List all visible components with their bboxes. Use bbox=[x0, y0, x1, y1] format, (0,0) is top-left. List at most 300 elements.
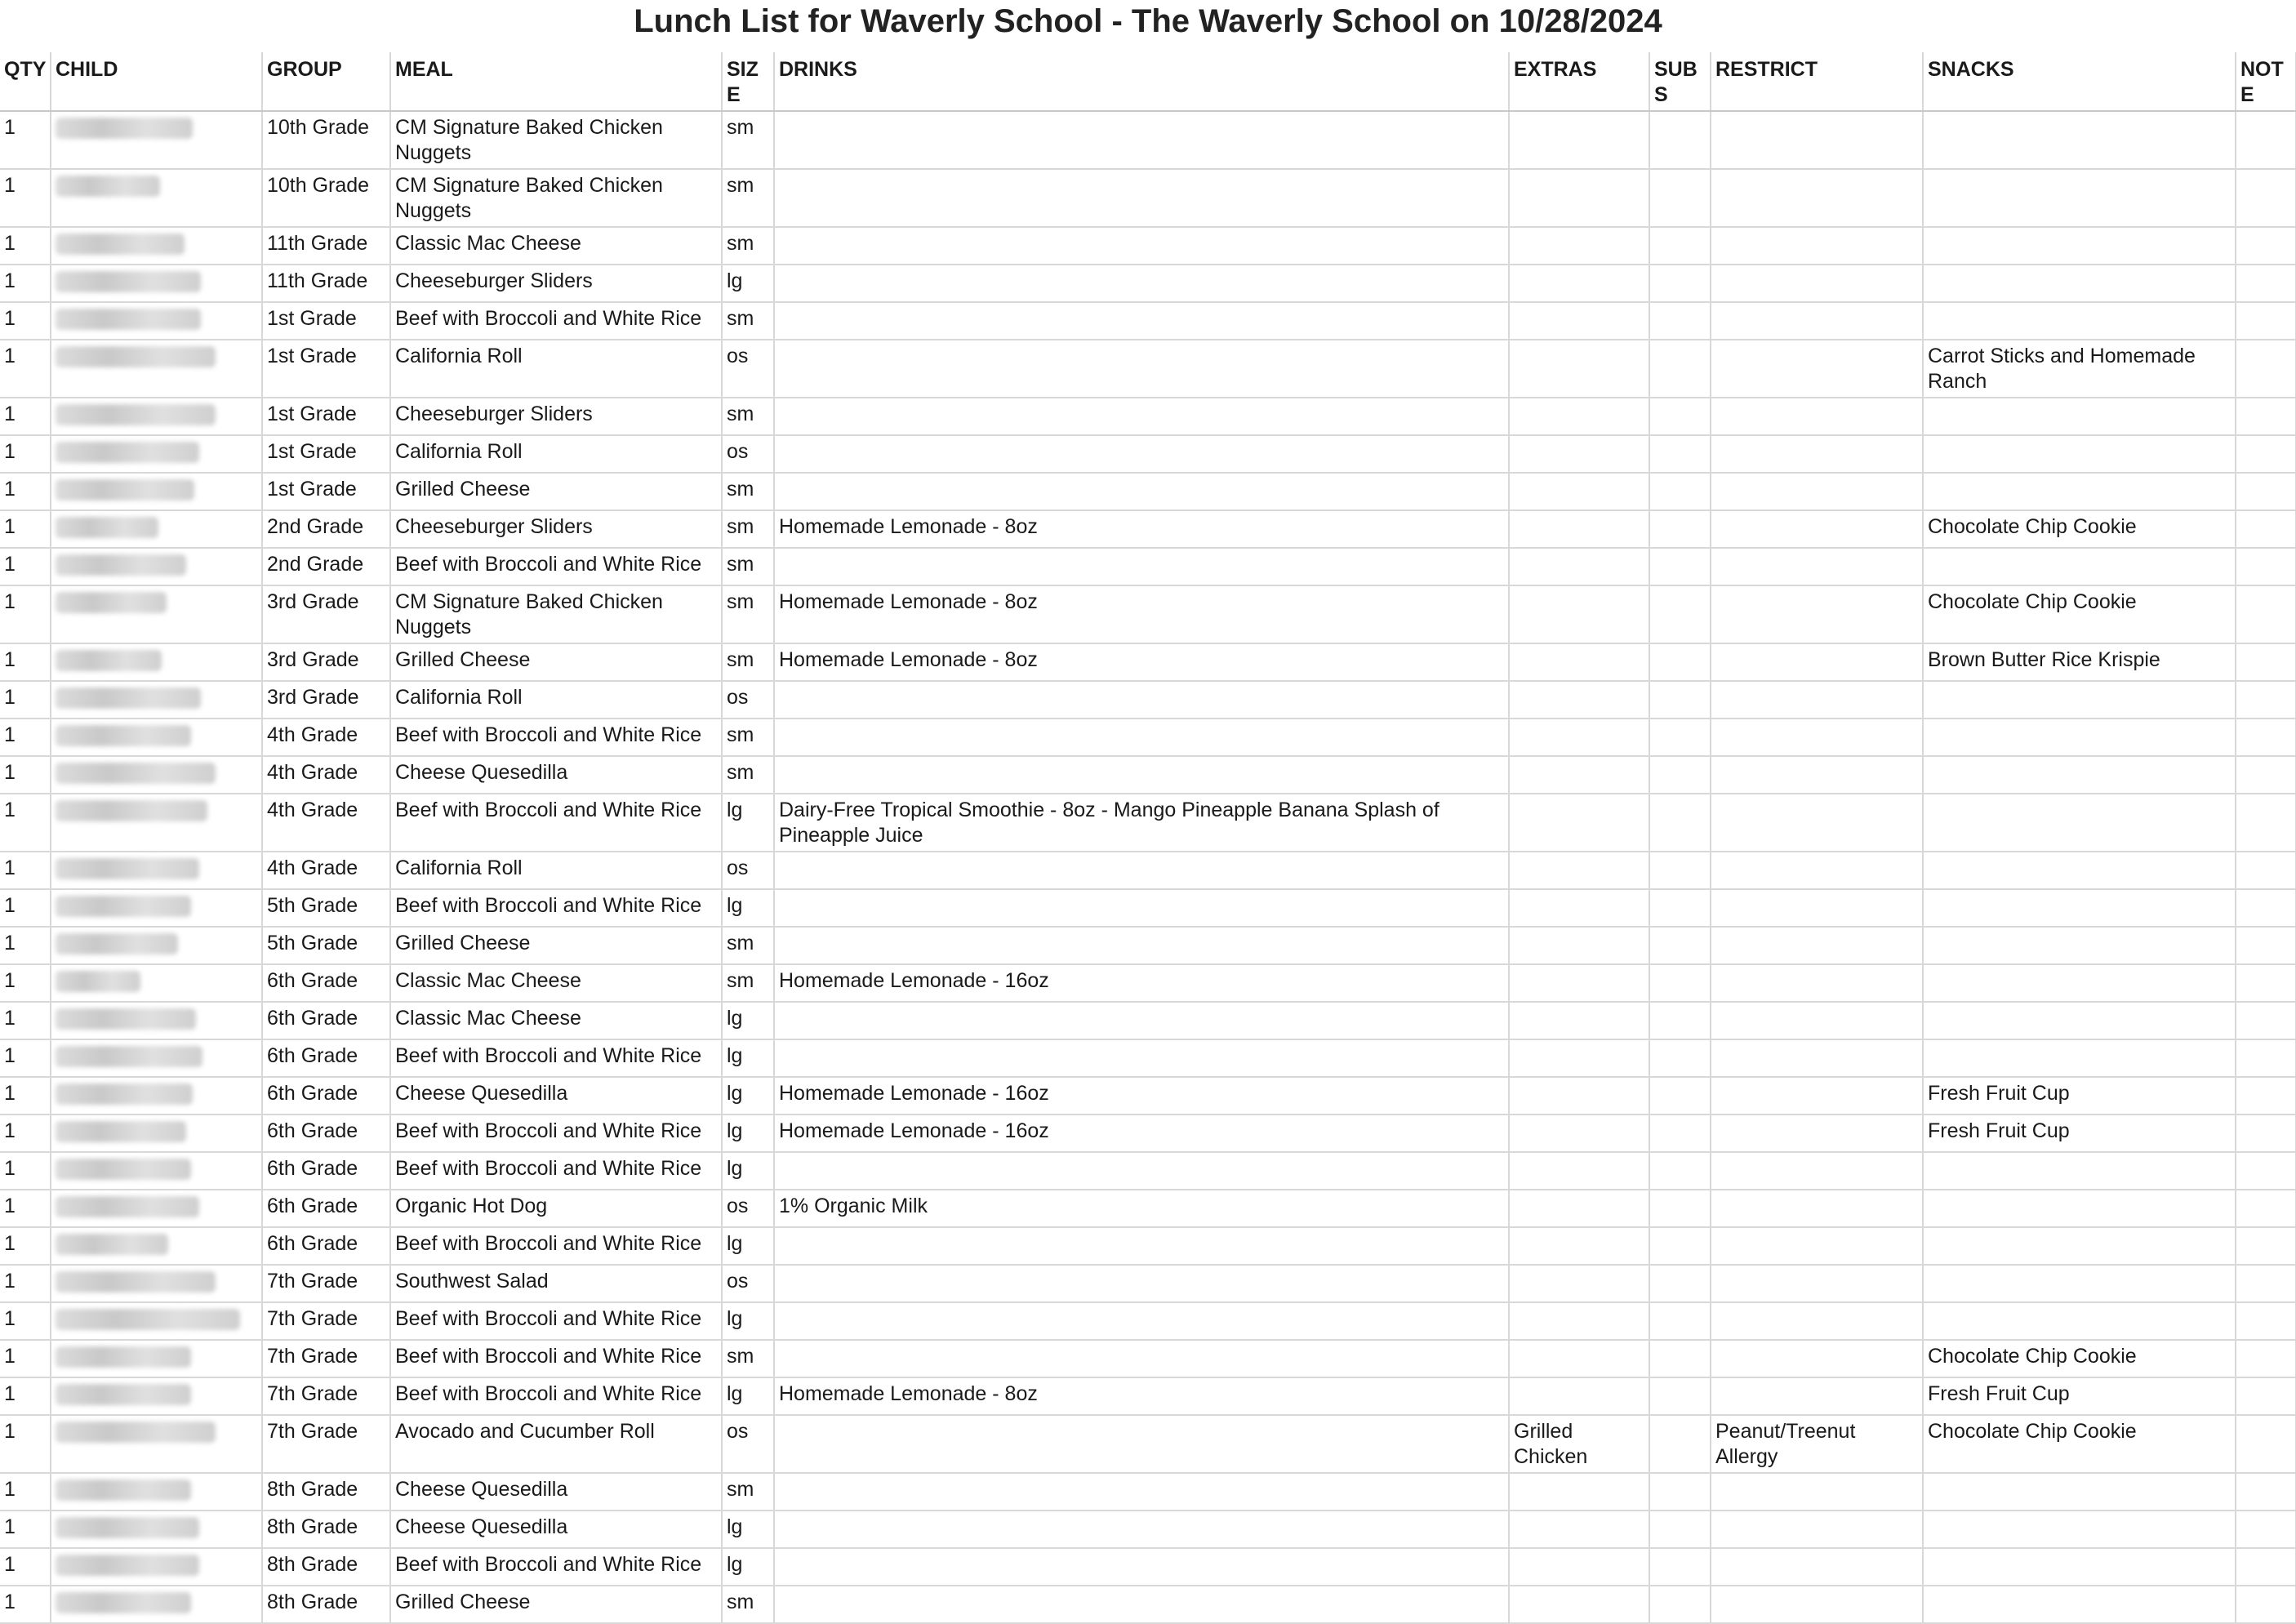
cell-note bbox=[2236, 889, 2296, 927]
cell-note bbox=[2236, 340, 2296, 398]
cell-extras bbox=[1509, 1039, 1649, 1077]
cell-restrict bbox=[1711, 1115, 1923, 1152]
table-row bbox=[0, 643, 2296, 681]
cell-child bbox=[51, 510, 262, 548]
cell-drinks bbox=[774, 1302, 1509, 1340]
cell-drinks: Homemade Lemonade - 8oz bbox=[774, 585, 1509, 643]
cell-size: lg bbox=[722, 1377, 774, 1415]
cell-subs bbox=[1649, 681, 1711, 719]
cell-size: sm bbox=[722, 169, 774, 227]
cell-size: sm bbox=[722, 964, 774, 1002]
cell-group: 7th Grade bbox=[262, 1415, 390, 1473]
cell-extras bbox=[1509, 1473, 1649, 1511]
cell-note bbox=[2236, 1190, 2296, 1227]
cell-size: sm bbox=[722, 719, 774, 756]
cell-snacks bbox=[1923, 1473, 2236, 1511]
table-row bbox=[0, 964, 2296, 1002]
cell-child bbox=[51, 585, 262, 643]
cell-restrict bbox=[1711, 756, 1923, 794]
cell-drinks bbox=[774, 1548, 1509, 1586]
cell-meal: Organic Hot Dog bbox=[390, 1190, 722, 1227]
cell-snacks: Chocolate Chip Cookie bbox=[1923, 1415, 2236, 1473]
header-note: NOTE bbox=[2236, 52, 2296, 111]
cell-note bbox=[2236, 227, 2296, 265]
cell-meal: Beef with Broccoli and White Rice bbox=[390, 1340, 722, 1377]
cell-restrict bbox=[1711, 927, 1923, 964]
cell-group: 1st Grade bbox=[262, 302, 390, 340]
cell-restrict bbox=[1711, 643, 1923, 681]
cell-size: os bbox=[722, 1265, 774, 1302]
cell-meal: Grilled Cheese bbox=[390, 643, 722, 681]
cell-meal: CM Signature Baked Chicken Nuggets bbox=[390, 169, 722, 227]
cell-snacks bbox=[1923, 111, 2236, 169]
redacted-name bbox=[56, 404, 216, 425]
cell-snacks bbox=[1923, 435, 2236, 473]
cell-qty: 1 bbox=[0, 794, 51, 852]
cell-size: lg bbox=[722, 1002, 774, 1039]
table-row bbox=[0, 548, 2296, 585]
cell-note bbox=[2236, 794, 2296, 852]
cell-subs bbox=[1649, 111, 1711, 169]
cell-group: 1st Grade bbox=[262, 340, 390, 398]
cell-extras bbox=[1509, 435, 1649, 473]
cell-child bbox=[51, 435, 262, 473]
redacted-name bbox=[56, 1121, 186, 1142]
cell-subs bbox=[1649, 548, 1711, 585]
cell-drinks bbox=[774, 169, 1509, 227]
cell-snacks: Chocolate Chip Cookie bbox=[1923, 510, 2236, 548]
cell-restrict bbox=[1711, 889, 1923, 927]
redacted-name bbox=[56, 933, 178, 954]
cell-drinks bbox=[774, 756, 1509, 794]
cell-child bbox=[51, 1115, 262, 1152]
cell-drinks bbox=[774, 889, 1509, 927]
cell-restrict bbox=[1711, 111, 1923, 169]
cell-qty: 1 bbox=[0, 1548, 51, 1586]
cell-extras bbox=[1509, 585, 1649, 643]
header-extras: EXTRAS bbox=[1509, 52, 1649, 111]
redacted-name bbox=[56, 1309, 240, 1330]
cell-restrict bbox=[1711, 794, 1923, 852]
cell-restrict: Peanut/Treenut Allergy bbox=[1711, 1415, 1923, 1473]
cell-group: 7th Grade bbox=[262, 1340, 390, 1377]
table-row bbox=[0, 756, 2296, 794]
cell-child bbox=[51, 1302, 262, 1340]
cell-restrict bbox=[1711, 398, 1923, 435]
cell-extras: Grilled Chicken bbox=[1509, 1415, 1649, 1473]
table-row bbox=[0, 340, 2296, 398]
page-title: Lunch List for Waverly School - The Waverly School on 10/28/2024 bbox=[634, 3, 1662, 39]
cell-restrict bbox=[1711, 302, 1923, 340]
cell-subs bbox=[1649, 585, 1711, 643]
table-row bbox=[0, 1077, 2296, 1115]
cell-extras bbox=[1509, 1548, 1649, 1586]
cell-meal: Beef with Broccoli and White Rice bbox=[390, 1039, 722, 1077]
cell-subs bbox=[1649, 227, 1711, 265]
cell-subs bbox=[1649, 794, 1711, 852]
cell-qty: 1 bbox=[0, 585, 51, 643]
cell-group: 8th Grade bbox=[262, 1473, 390, 1511]
cell-size: lg bbox=[722, 1039, 774, 1077]
lunch-table bbox=[0, 52, 2296, 1624]
cell-subs bbox=[1649, 473, 1711, 510]
cell-subs bbox=[1649, 1340, 1711, 1377]
cell-note bbox=[2236, 548, 2296, 585]
cell-restrict bbox=[1711, 1548, 1923, 1586]
cell-size: os bbox=[722, 340, 774, 398]
cell-note bbox=[2236, 1227, 2296, 1265]
table-row bbox=[0, 1302, 2296, 1340]
cell-restrict bbox=[1711, 1377, 1923, 1415]
cell-snacks: Fresh Fruit Cup bbox=[1923, 1115, 2236, 1152]
cell-snacks bbox=[1923, 1302, 2236, 1340]
table-row bbox=[0, 1473, 2296, 1511]
cell-note bbox=[2236, 1548, 2296, 1586]
cell-group: 2nd Grade bbox=[262, 510, 390, 548]
cell-extras bbox=[1509, 852, 1649, 889]
cell-qty: 1 bbox=[0, 964, 51, 1002]
cell-group: 8th Grade bbox=[262, 1548, 390, 1586]
cell-qty: 1 bbox=[0, 643, 51, 681]
table-row bbox=[0, 169, 2296, 227]
cell-meal: Avocado and Cucumber Roll bbox=[390, 1415, 722, 1473]
cell-note bbox=[2236, 510, 2296, 548]
redacted-name bbox=[56, 858, 199, 879]
table-row bbox=[0, 794, 2296, 852]
cell-extras bbox=[1509, 1265, 1649, 1302]
cell-child bbox=[51, 473, 262, 510]
cell-qty: 1 bbox=[0, 548, 51, 585]
cell-restrict bbox=[1711, 1152, 1923, 1190]
cell-restrict bbox=[1711, 1586, 1923, 1623]
cell-restrict bbox=[1711, 1340, 1923, 1377]
cell-snacks: Fresh Fruit Cup bbox=[1923, 1077, 2236, 1115]
header-child: CHILD bbox=[51, 52, 262, 111]
cell-snacks: Fresh Fruit Cup bbox=[1923, 1377, 2236, 1415]
cell-note bbox=[2236, 1002, 2296, 1039]
cell-subs bbox=[1649, 510, 1711, 548]
cell-qty: 1 bbox=[0, 1039, 51, 1077]
cell-qty: 1 bbox=[0, 1152, 51, 1190]
cell-size: os bbox=[722, 852, 774, 889]
cell-extras bbox=[1509, 1586, 1649, 1623]
cell-child bbox=[51, 794, 262, 852]
cell-drinks: 1% Organic Milk bbox=[774, 1190, 1509, 1227]
cell-group: 5th Grade bbox=[262, 889, 390, 927]
redacted-name bbox=[56, 763, 216, 784]
cell-group: 1st Grade bbox=[262, 398, 390, 435]
cell-restrict bbox=[1711, 852, 1923, 889]
cell-group: 3rd Grade bbox=[262, 585, 390, 643]
cell-drinks: Homemade Lemonade - 16oz bbox=[774, 1115, 1509, 1152]
table-row bbox=[0, 852, 2296, 889]
redacted-name bbox=[56, 346, 216, 367]
cell-meal: California Roll bbox=[390, 852, 722, 889]
cell-snacks: Chocolate Chip Cookie bbox=[1923, 585, 2236, 643]
cell-meal: Beef with Broccoli and White Rice bbox=[390, 719, 722, 756]
cell-group: 6th Grade bbox=[262, 1227, 390, 1265]
cell-extras bbox=[1509, 1340, 1649, 1377]
cell-extras bbox=[1509, 1115, 1649, 1152]
table-row bbox=[0, 111, 2296, 169]
cell-child bbox=[51, 1190, 262, 1227]
table-row bbox=[0, 1415, 2296, 1473]
cell-child bbox=[51, 756, 262, 794]
cell-child bbox=[51, 1586, 262, 1623]
cell-meal: Beef with Broccoli and White Rice bbox=[390, 889, 722, 927]
cell-drinks bbox=[774, 473, 1509, 510]
cell-snacks bbox=[1923, 756, 2236, 794]
cell-child bbox=[51, 111, 262, 169]
cell-meal: Cheese Quesedilla bbox=[390, 1511, 722, 1548]
cell-size: sm bbox=[722, 927, 774, 964]
cell-snacks bbox=[1923, 927, 2236, 964]
cell-group: 6th Grade bbox=[262, 1002, 390, 1039]
cell-drinks bbox=[774, 111, 1509, 169]
cell-subs bbox=[1649, 1152, 1711, 1190]
cell-snacks bbox=[1923, 302, 2236, 340]
cell-drinks bbox=[774, 681, 1509, 719]
cell-meal: Cheese Quesedilla bbox=[390, 756, 722, 794]
cell-subs bbox=[1649, 435, 1711, 473]
cell-note bbox=[2236, 1265, 2296, 1302]
cell-size: sm bbox=[722, 643, 774, 681]
cell-drinks: Homemade Lemonade - 8oz bbox=[774, 1377, 1509, 1415]
redacted-name bbox=[56, 592, 167, 613]
cell-extras bbox=[1509, 169, 1649, 227]
cell-group: 7th Grade bbox=[262, 1265, 390, 1302]
cell-subs bbox=[1649, 964, 1711, 1002]
redacted-name bbox=[56, 1479, 191, 1501]
cell-size: os bbox=[722, 1190, 774, 1227]
cell-child bbox=[51, 681, 262, 719]
cell-qty: 1 bbox=[0, 227, 51, 265]
cell-extras bbox=[1509, 719, 1649, 756]
cell-extras bbox=[1509, 643, 1649, 681]
cell-restrict bbox=[1711, 1039, 1923, 1077]
redacted-name bbox=[56, 517, 158, 538]
cell-snacks bbox=[1923, 1511, 2236, 1548]
cell-restrict bbox=[1711, 719, 1923, 756]
cell-subs bbox=[1649, 1548, 1711, 1586]
header-drinks: DRINKS bbox=[774, 52, 1509, 111]
cell-child bbox=[51, 1473, 262, 1511]
redacted-name bbox=[56, 800, 207, 821]
cell-meal: California Roll bbox=[390, 340, 722, 398]
cell-size: lg bbox=[722, 1511, 774, 1548]
cell-group: 6th Grade bbox=[262, 1039, 390, 1077]
cell-snacks bbox=[1923, 719, 2236, 756]
cell-subs bbox=[1649, 1473, 1711, 1511]
cell-restrict bbox=[1711, 340, 1923, 398]
header-row bbox=[0, 52, 2296, 111]
cell-group: 2nd Grade bbox=[262, 548, 390, 585]
cell-meal: Cheeseburger Sliders bbox=[390, 510, 722, 548]
table-row bbox=[0, 1002, 2296, 1039]
cell-note bbox=[2236, 756, 2296, 794]
cell-subs bbox=[1649, 1077, 1711, 1115]
cell-size: sm bbox=[722, 398, 774, 435]
cell-subs bbox=[1649, 302, 1711, 340]
cell-child bbox=[51, 964, 262, 1002]
cell-group: 6th Grade bbox=[262, 1190, 390, 1227]
table-row bbox=[0, 1377, 2296, 1415]
table-header bbox=[0, 52, 2296, 111]
cell-drinks bbox=[774, 1039, 1509, 1077]
cell-subs bbox=[1649, 1039, 1711, 1077]
cell-extras bbox=[1509, 756, 1649, 794]
cell-size: lg bbox=[722, 265, 774, 302]
cell-restrict bbox=[1711, 1511, 1923, 1548]
cell-snacks bbox=[1923, 473, 2236, 510]
cell-extras bbox=[1509, 1377, 1649, 1415]
table-row bbox=[0, 1227, 2296, 1265]
cell-extras bbox=[1509, 265, 1649, 302]
table-row bbox=[0, 302, 2296, 340]
cell-group: 10th Grade bbox=[262, 169, 390, 227]
cell-group: 4th Grade bbox=[262, 852, 390, 889]
cell-note bbox=[2236, 852, 2296, 889]
cell-snacks: Brown Butter Rice Krispie bbox=[1923, 643, 2236, 681]
cell-qty: 1 bbox=[0, 1115, 51, 1152]
table-row bbox=[0, 398, 2296, 435]
cell-snacks: Carrot Sticks and Homemade Ranch bbox=[1923, 340, 2236, 398]
cell-subs bbox=[1649, 1377, 1711, 1415]
cell-extras bbox=[1509, 302, 1649, 340]
cell-extras bbox=[1509, 889, 1649, 927]
cell-restrict bbox=[1711, 1190, 1923, 1227]
cell-child bbox=[51, 1077, 262, 1115]
cell-drinks bbox=[774, 852, 1509, 889]
cell-meal: Grilled Cheese bbox=[390, 473, 722, 510]
table-row bbox=[0, 1115, 2296, 1152]
cell-meal: Beef with Broccoli and White Rice bbox=[390, 1377, 722, 1415]
cell-meal: Beef with Broccoli and White Rice bbox=[390, 1302, 722, 1340]
cell-child bbox=[51, 1039, 262, 1077]
cell-meal: Cheese Quesedilla bbox=[390, 1473, 722, 1511]
cell-snacks bbox=[1923, 889, 2236, 927]
cell-drinks bbox=[774, 1340, 1509, 1377]
cell-meal: Beef with Broccoli and White Rice bbox=[390, 302, 722, 340]
cell-size: sm bbox=[722, 585, 774, 643]
cell-drinks: Homemade Lemonade - 8oz bbox=[774, 510, 1509, 548]
header-meal: MEAL bbox=[390, 52, 722, 111]
cell-size: sm bbox=[722, 510, 774, 548]
redacted-name bbox=[56, 271, 201, 292]
cell-restrict bbox=[1711, 1265, 1923, 1302]
cell-child bbox=[51, 265, 262, 302]
cell-snacks bbox=[1923, 1152, 2236, 1190]
cell-note bbox=[2236, 719, 2296, 756]
redacted-name bbox=[56, 725, 191, 746]
cell-note bbox=[2236, 1077, 2296, 1115]
cell-meal: Beef with Broccoli and White Rice bbox=[390, 794, 722, 852]
cell-child bbox=[51, 1548, 262, 1586]
cell-restrict bbox=[1711, 510, 1923, 548]
cell-qty: 1 bbox=[0, 111, 51, 169]
cell-drinks bbox=[774, 398, 1509, 435]
cell-meal: Cheeseburger Sliders bbox=[390, 398, 722, 435]
cell-meal: Beef with Broccoli and White Rice bbox=[390, 1115, 722, 1152]
cell-subs bbox=[1649, 889, 1711, 927]
cell-qty: 1 bbox=[0, 1586, 51, 1623]
cell-qty: 1 bbox=[0, 169, 51, 227]
cell-snacks bbox=[1923, 681, 2236, 719]
cell-subs bbox=[1649, 398, 1711, 435]
cell-child bbox=[51, 1340, 262, 1377]
cell-restrict bbox=[1711, 1473, 1923, 1511]
cell-meal: Grilled Cheese bbox=[390, 927, 722, 964]
cell-size: sm bbox=[722, 1586, 774, 1623]
cell-restrict bbox=[1711, 1002, 1923, 1039]
cell-qty: 1 bbox=[0, 473, 51, 510]
redacted-name bbox=[56, 1008, 196, 1030]
cell-snacks bbox=[1923, 265, 2236, 302]
redacted-name bbox=[56, 1234, 168, 1255]
cell-drinks bbox=[774, 719, 1509, 756]
cell-qty: 1 bbox=[0, 1302, 51, 1340]
cell-restrict bbox=[1711, 681, 1923, 719]
cell-qty: 1 bbox=[0, 1340, 51, 1377]
cell-child bbox=[51, 1227, 262, 1265]
cell-child bbox=[51, 548, 262, 585]
cell-note bbox=[2236, 1473, 2296, 1511]
cell-subs bbox=[1649, 1511, 1711, 1548]
table-row bbox=[0, 889, 2296, 927]
redacted-name bbox=[56, 971, 140, 992]
cell-subs bbox=[1649, 1265, 1711, 1302]
cell-group: 7th Grade bbox=[262, 1302, 390, 1340]
cell-extras bbox=[1509, 398, 1649, 435]
cell-child bbox=[51, 1265, 262, 1302]
cell-child bbox=[51, 643, 262, 681]
cell-drinks bbox=[774, 1415, 1509, 1473]
cell-size: sm bbox=[722, 1340, 774, 1377]
cell-size: os bbox=[722, 681, 774, 719]
cell-subs bbox=[1649, 756, 1711, 794]
redacted-name bbox=[56, 1422, 216, 1443]
cell-drinks bbox=[774, 1227, 1509, 1265]
cell-qty: 1 bbox=[0, 1190, 51, 1227]
cell-child bbox=[51, 398, 262, 435]
cell-drinks: Homemade Lemonade - 8oz bbox=[774, 643, 1509, 681]
header-qty: QTY bbox=[0, 52, 51, 111]
cell-note bbox=[2236, 1511, 2296, 1548]
cell-snacks bbox=[1923, 852, 2236, 889]
cell-drinks: Dairy-Free Tropical Smoothie - 8oz - Mango Pineapple Banana Splash of Pineapple Juice bbox=[774, 794, 1509, 852]
cell-qty: 1 bbox=[0, 1511, 51, 1548]
cell-note bbox=[2236, 302, 2296, 340]
cell-restrict bbox=[1711, 473, 1923, 510]
cell-subs bbox=[1649, 1002, 1711, 1039]
cell-note bbox=[2236, 111, 2296, 169]
redacted-name bbox=[56, 554, 186, 576]
redacted-name bbox=[56, 687, 201, 709]
cell-size: lg bbox=[722, 1077, 774, 1115]
cell-snacks bbox=[1923, 227, 2236, 265]
cell-drinks bbox=[774, 227, 1509, 265]
table-row bbox=[0, 227, 2296, 265]
cell-qty: 1 bbox=[0, 398, 51, 435]
cell-group: 1st Grade bbox=[262, 435, 390, 473]
cell-size: lg bbox=[722, 1227, 774, 1265]
cell-extras bbox=[1509, 1511, 1649, 1548]
redacted-name bbox=[56, 234, 185, 255]
redacted-name bbox=[56, 1159, 191, 1180]
cell-extras bbox=[1509, 1077, 1649, 1115]
cell-subs bbox=[1649, 852, 1711, 889]
cell-note bbox=[2236, 964, 2296, 1002]
